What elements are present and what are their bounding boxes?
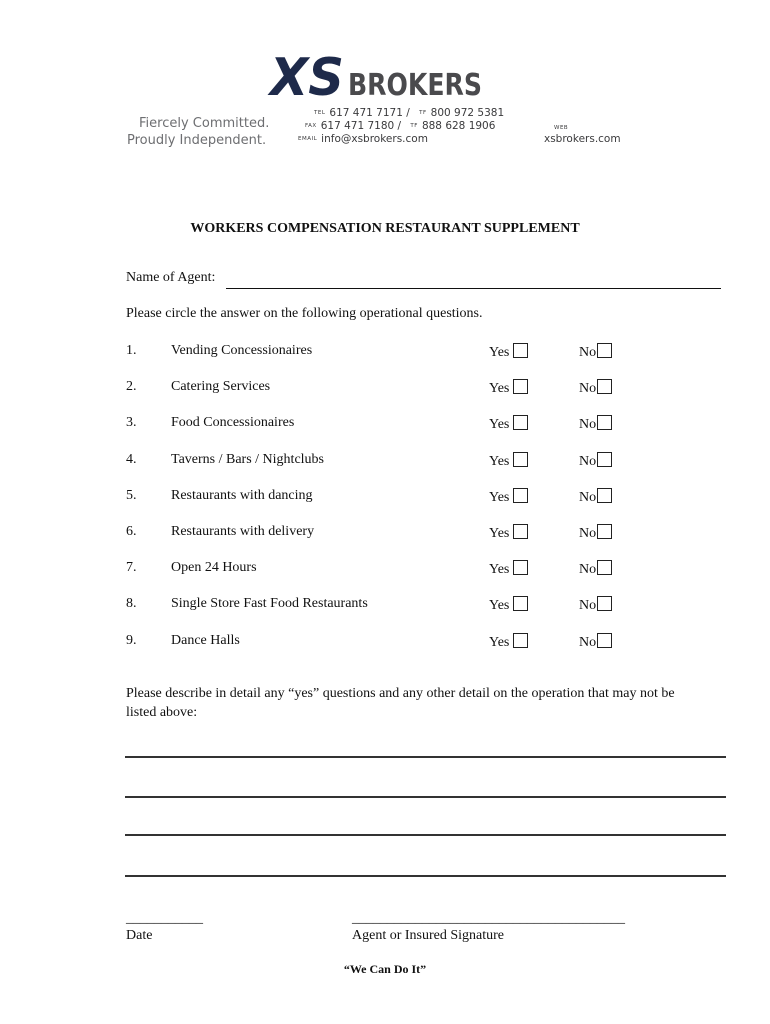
question-number: 7. xyxy=(126,560,137,575)
yes-option[interactable] xyxy=(489,524,528,542)
no-option[interactable] xyxy=(579,633,612,651)
yes-label: Yes xyxy=(489,635,510,650)
question-number: 5. xyxy=(126,488,137,503)
logo-word: BROKERS xyxy=(348,68,482,103)
agent-label: Name of Agent: xyxy=(126,270,216,285)
web-label: WEB xyxy=(554,125,569,131)
yes-option[interactable] xyxy=(489,596,528,614)
no-label: No xyxy=(579,417,597,432)
no-label: No xyxy=(579,635,597,650)
no-checkbox[interactable] xyxy=(597,633,612,648)
tagline-line-1: Fiercely Committed. xyxy=(139,116,270,131)
email-label: EMAIL xyxy=(298,136,318,142)
no-checkbox[interactable] xyxy=(597,379,612,394)
yes-checkbox[interactable] xyxy=(513,596,528,611)
yes-label: Yes xyxy=(489,345,510,360)
tel-label: TEL xyxy=(314,110,326,116)
contact-fax-row xyxy=(305,120,495,132)
question-number: 6. xyxy=(126,524,137,539)
no-label: No xyxy=(579,562,597,577)
motto: “We Can Do It” xyxy=(343,962,427,976)
contact-tel-row xyxy=(314,107,504,119)
no-label: No xyxy=(579,345,597,360)
question-text: Taverns / Bars / Nightclubs xyxy=(171,452,324,467)
question-number: 1. xyxy=(126,343,137,358)
logo-letters: XS xyxy=(267,48,344,108)
fax-number: 617 471 7180 / xyxy=(320,120,402,132)
yes-label: Yes xyxy=(489,526,510,541)
description-line-2[interactable] xyxy=(125,796,726,798)
signature-label: Agent or Insured Signature xyxy=(352,928,505,943)
no-option[interactable] xyxy=(579,415,612,433)
xs-brokers-logo xyxy=(267,48,488,108)
no-checkbox[interactable] xyxy=(597,343,612,358)
yes-checkbox[interactable] xyxy=(513,560,528,575)
tf2-number: 888 628 1906 xyxy=(421,120,496,132)
no-option[interactable] xyxy=(579,560,612,578)
describe-text-1: Please describe in detail any “yes” questions and any other detail on the operation that may not be xyxy=(126,686,675,701)
no-checkbox[interactable] xyxy=(597,560,612,575)
instruction-text: Please circle the answer on the following operational questions. xyxy=(126,306,483,321)
no-checkbox[interactable] xyxy=(597,452,612,467)
signature-field[interactable]: _______________________________________ xyxy=(352,911,625,926)
describe-text-2: listed above: xyxy=(126,705,198,720)
contact-email-row xyxy=(298,133,428,145)
tf-label: TF xyxy=(419,110,427,116)
question-text: Dance Halls xyxy=(171,633,240,648)
no-checkbox[interactable] xyxy=(597,596,612,611)
tf2-label: TF xyxy=(410,123,418,129)
question-text: Restaurants with delivery xyxy=(171,524,315,539)
question-text: Restaurants with dancing xyxy=(171,488,313,503)
yes-checkbox[interactable] xyxy=(513,524,528,539)
description-line-3[interactable] xyxy=(125,834,726,836)
question-text: Single Store Fast Food Restaurants xyxy=(171,596,368,611)
question-number: 2. xyxy=(126,379,137,394)
yes-checkbox[interactable] xyxy=(513,488,528,503)
yes-label: Yes xyxy=(489,598,510,613)
no-option[interactable] xyxy=(579,596,612,614)
question-number: 4. xyxy=(126,452,137,467)
no-checkbox[interactable] xyxy=(597,415,612,430)
tf-number: 800 972 5381 xyxy=(430,107,505,119)
yes-checkbox[interactable] xyxy=(513,452,528,467)
no-option[interactable] xyxy=(579,488,612,506)
description-line-1[interactable] xyxy=(125,756,726,758)
no-checkbox[interactable] xyxy=(597,488,612,503)
yes-option[interactable] xyxy=(489,379,528,397)
yes-label: Yes xyxy=(489,490,510,505)
no-checkbox[interactable] xyxy=(597,524,612,539)
web-address[interactable]: xsbrokers.com xyxy=(544,133,621,145)
yes-option[interactable] xyxy=(489,560,528,578)
question-number: 9. xyxy=(126,633,137,648)
yes-checkbox[interactable] xyxy=(513,415,528,430)
date-field[interactable]: ___________ xyxy=(126,911,203,926)
no-label: No xyxy=(579,598,597,613)
tagline-line-2: Proudly Independent. xyxy=(127,133,267,148)
no-option[interactable] xyxy=(579,343,612,361)
yes-checkbox[interactable] xyxy=(513,633,528,648)
yes-label: Yes xyxy=(489,381,510,396)
yes-option[interactable] xyxy=(489,633,528,651)
no-label: No xyxy=(579,381,597,396)
yes-checkbox[interactable] xyxy=(513,379,528,394)
no-option[interactable] xyxy=(579,379,612,397)
date-label: Date xyxy=(126,928,153,943)
yes-option[interactable] xyxy=(489,415,528,433)
yes-checkbox[interactable] xyxy=(513,343,528,358)
tel-number: 617 471 7171 / xyxy=(329,107,410,119)
fax-label: FAX xyxy=(305,123,317,129)
yes-option[interactable] xyxy=(489,452,528,470)
question-text: Open 24 Hours xyxy=(171,560,257,575)
no-label: No xyxy=(579,526,597,541)
yes-label: Yes xyxy=(489,454,510,469)
question-number: 3. xyxy=(126,415,137,430)
no-option[interactable] xyxy=(579,524,612,542)
email-address[interactable]: info@xsbrokers.com xyxy=(321,133,428,145)
yes-option[interactable] xyxy=(489,488,528,506)
question-text: Food Concessionaires xyxy=(171,415,295,430)
agent-name-field[interactable] xyxy=(226,288,721,289)
question-text: Vending Concessionaires xyxy=(171,343,313,358)
question-number: 8. xyxy=(126,596,137,611)
yes-option[interactable] xyxy=(489,343,528,361)
question-text: Catering Services xyxy=(171,379,271,394)
description-line-4[interactable] xyxy=(125,875,726,877)
form-title: WORKERS COMPENSATION RESTAURANT SUPPLEMENT xyxy=(190,221,580,236)
no-label: No xyxy=(579,490,597,505)
yes-label: Yes xyxy=(489,562,510,577)
no-option[interactable] xyxy=(579,452,612,470)
no-label: No xyxy=(579,454,597,469)
yes-label: Yes xyxy=(489,417,510,432)
